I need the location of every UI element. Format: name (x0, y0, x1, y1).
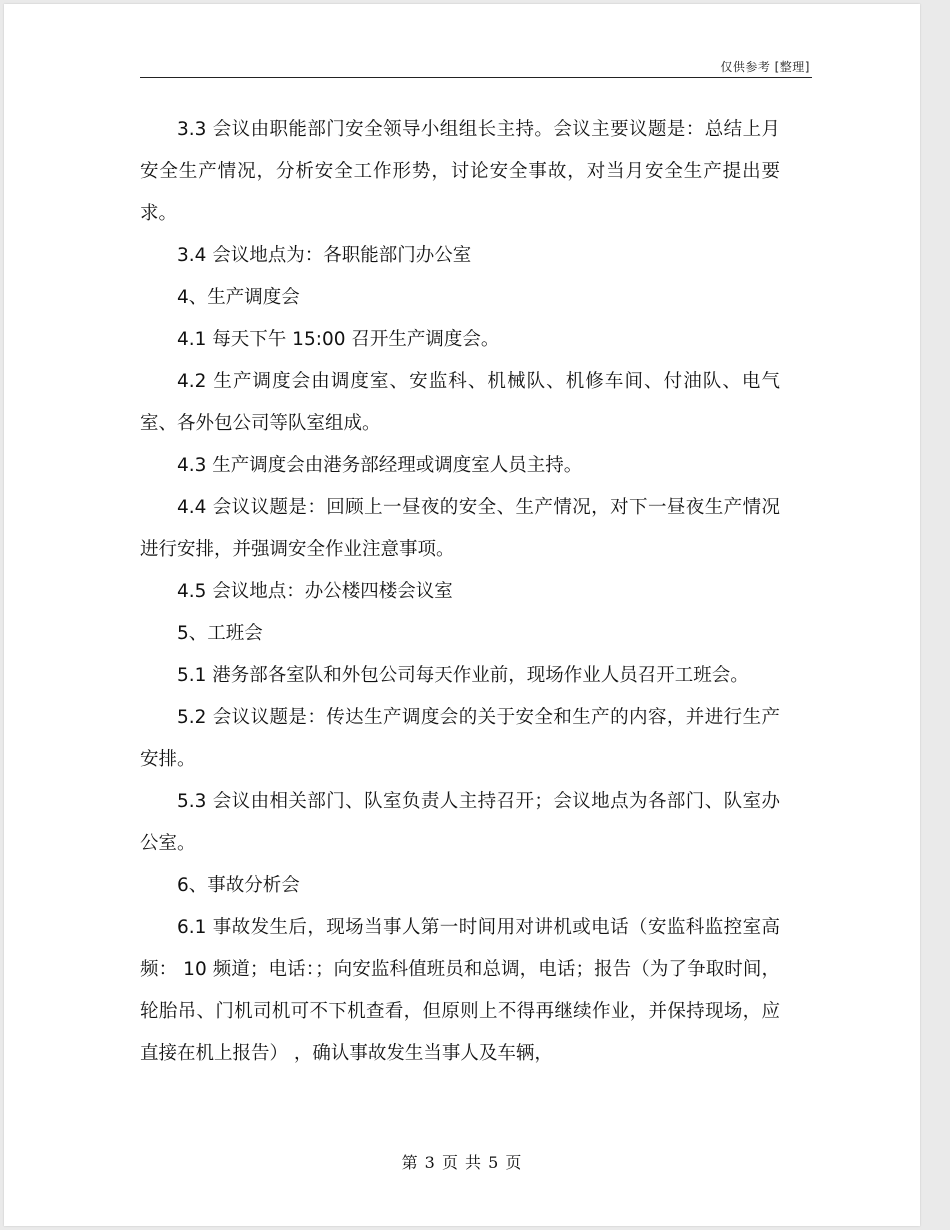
header-note: 仅供参考 [整理] (720, 60, 810, 74)
page-number: 第 3 页 共 5 页 (401, 1153, 523, 1172)
section-heading: 4、生产调度会 (177, 287, 300, 308)
paragraph: 3.4 会议地点为：各职能部门办公室 (177, 245, 472, 266)
paragraph: 4.3 生产调度会由港务部经理或调度室人员主持。 (177, 455, 583, 476)
section-heading: 6、事故分析会 (177, 875, 300, 896)
paragraph: 5.2 会议议题是：传达生产调度会的关于安全和生产的内容，并进行生产安排。 (140, 707, 780, 770)
header-rule (140, 77, 812, 78)
paragraph: 4.2 生产调度会由调度室、安监科、机械队、机修车间、付油队、电气室、各外包公司等队室组成。 (140, 371, 780, 434)
paragraph: 4.1 每天下午 15:00 召开生产调度会。 (177, 329, 500, 350)
paragraph: 5.3 会议由相关部门、队室负责人主持召开；会议地点为各部门、队室办公室。 (140, 791, 780, 854)
document-body (140, 109, 780, 1075)
paragraph: 5.1 港务部各室队和外包公司每天作业前，现场作业人员召开工班会。 (177, 665, 749, 686)
paragraph: 4.4 会议议题是：回顾上一昼夜的安全、生产情况，对下一昼夜生产情况进行安排，并强调安全作业注意事项。 (140, 497, 780, 560)
paragraph: 4.5 会议地点：办公楼四楼会议室 (177, 581, 453, 602)
document-page (4, 4, 920, 1226)
section-heading: 5、工班会 (177, 623, 263, 644)
paragraph: 6.1 事故发生后，现场当事人第一时间用对讲机或电话（安监科监控室高频： 10 频道；电话：；向安监科值班员和总调，电话；报告（为了争取时间，轮胎吊、门机司机可不下机查看，但原则上不得再继续作业，并保持现场，应直接在机上报告） ，确认事故发生当事人及车辆， (140, 917, 780, 1064)
paragraph: 3.3 会议由职能部门安全领导小组组长主持。会议主要议题是：总结上月安全生产情况，分析安全工作形势，讨论安全事故，对当月安全生产提出要求。 (140, 119, 780, 224)
